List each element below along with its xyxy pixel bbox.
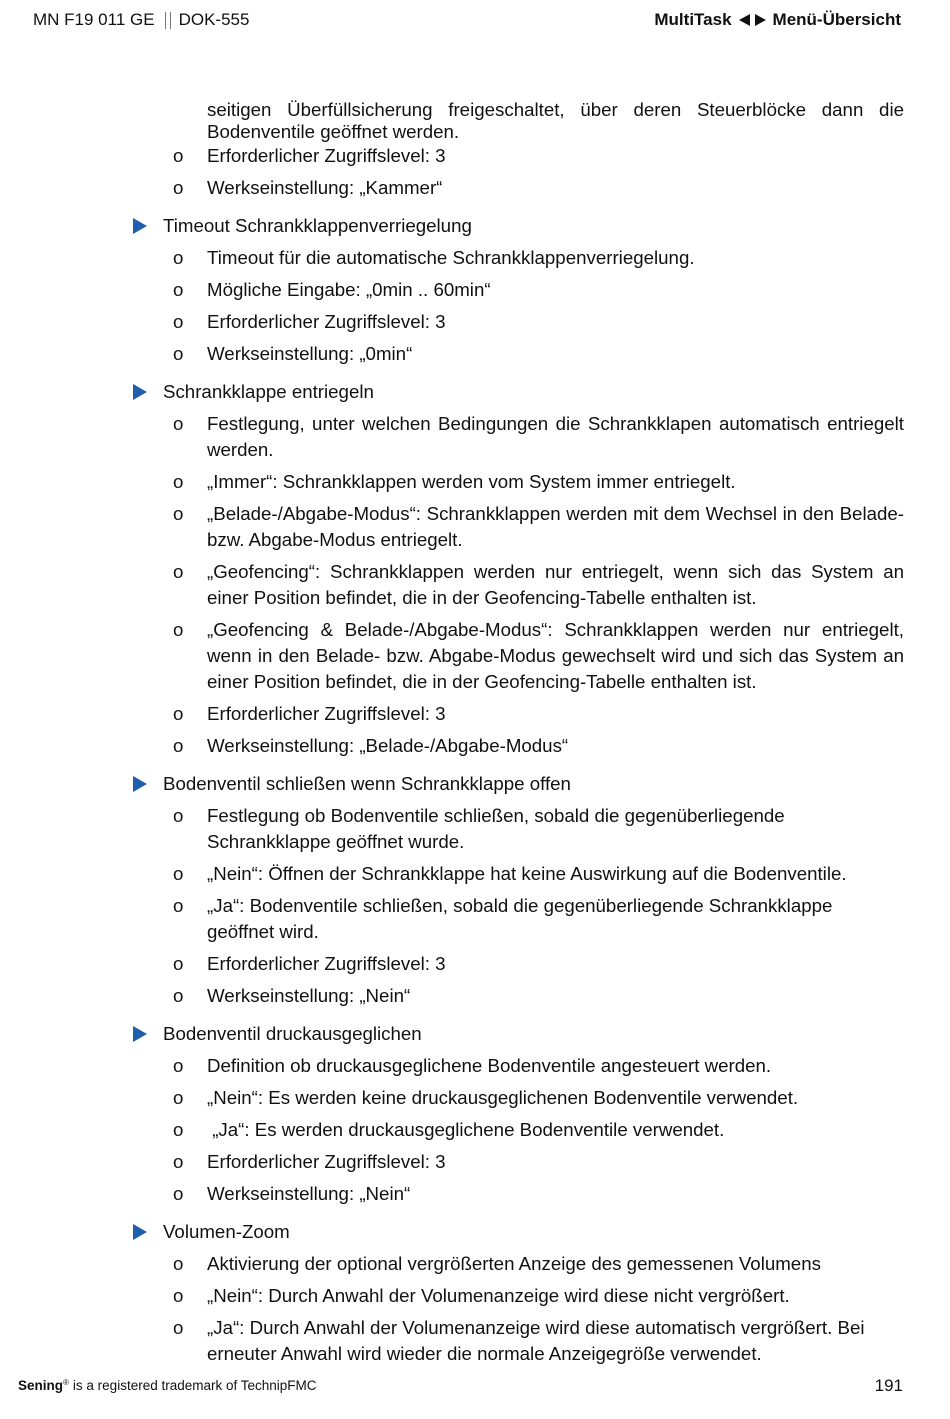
- list-marker: o: [173, 503, 184, 524]
- item-text-line: seitigen Überfüllsicherung freigeschaltet, über deren Steuerblöcke dann die: [207, 99, 904, 120]
- header-separator: [165, 12, 171, 29]
- document-code: MN F19 011 GE: [33, 10, 155, 29]
- item-text-line: Werkseinstellung: „Nein“: [207, 1183, 411, 1204]
- section-name: Menü-Übersicht: [772, 10, 901, 29]
- list-marker: o: [173, 561, 184, 582]
- list-item: [173, 469, 904, 495]
- list-marker: o: [173, 735, 184, 756]
- list-item: [173, 277, 904, 303]
- list-item: [173, 893, 904, 945]
- item-text-line: „Nein“: Durch Anwahl der Volumenanzeige wird diese nicht vergrößert.: [207, 1285, 790, 1306]
- item-text-line: Erforderlicher Zugriffslevel: 3: [207, 1151, 446, 1172]
- list-item: [173, 411, 904, 463]
- section-title: Bodenventil schließen wenn Schrankklappe offen: [163, 773, 571, 794]
- item-text-line: Erforderlicher Zugriffslevel: 3: [207, 311, 446, 332]
- item-text-line: Werkseinstellung: „Kammer“: [207, 177, 443, 198]
- list-item: [173, 733, 904, 759]
- list-item: [173, 501, 904, 553]
- item-text-line: Festlegung ob Bodenventile schließen, sobald die gegenüberliegende: [207, 805, 785, 826]
- section-valve-close: [0, 771, 950, 1009]
- section-pressure-balanced: [0, 1021, 950, 1207]
- list-item: [173, 701, 904, 727]
- list-item: [173, 983, 904, 1009]
- list-marker: o: [173, 895, 184, 916]
- item-text-line: Erforderlicher Zugriffslevel: 3: [207, 703, 446, 724]
- item-text-line: bzw. Abgabe-Modus entriegelt.: [207, 529, 463, 550]
- section-title: Bodenventil druckausgeglichen: [163, 1023, 422, 1044]
- section-continued: [0, 99, 950, 201]
- triangle-bullet-icon: [133, 1224, 147, 1240]
- list-marker: o: [173, 1285, 184, 1306]
- section-heading: [163, 1021, 950, 1047]
- list-marker: o: [173, 619, 184, 640]
- list-marker: o: [173, 863, 184, 884]
- list-marker: o: [173, 1119, 184, 1140]
- item-text-line: „Nein“: Es werden keine druckausgeglichenen Bodenventile verwendet.: [207, 1087, 799, 1108]
- list-marker: o: [173, 985, 184, 1006]
- list-marker: o: [173, 343, 184, 364]
- item-text-line: „Belade-/Abgabe-Modus“: Schrankklappen werden mit dem Wechsel in den Belade-: [207, 503, 904, 524]
- list-marker: o: [173, 1183, 184, 1204]
- item-text-line: Bodenventile geöffnet werden.: [207, 121, 460, 142]
- list-item: [173, 1085, 904, 1111]
- list-item: [173, 175, 904, 201]
- list-item: [173, 1315, 904, 1367]
- triangle-bullet-icon: [133, 1026, 147, 1042]
- list-marker: o: [173, 703, 184, 724]
- list-item: [173, 1149, 904, 1175]
- item-text-line: Erforderlicher Zugriffslevel: 3: [207, 953, 446, 974]
- footer-trademark: [18, 1376, 317, 1396]
- triangle-bullet-icon: [133, 776, 147, 792]
- page-number: 191: [874, 1376, 903, 1395]
- header-left: [33, 10, 249, 30]
- item-text-line: wenn in den Belade- bzw. Abgabe-Modus gewechselt wird und sich das System an: [207, 645, 904, 666]
- item-text-line: einer Position befindet, die in der Geofencing-Tabelle enthalten ist.: [207, 671, 757, 692]
- list-marker: o: [173, 953, 184, 974]
- list-marker: o: [173, 1253, 184, 1274]
- section-title: Schrankklappe entriegeln: [163, 381, 374, 402]
- list-marker: o: [173, 1087, 184, 1108]
- item-text-line: Festlegung, unter welchen Bedingungen die Schrankklapen automatisch entriegelt: [207, 413, 904, 434]
- list-item: [173, 1251, 904, 1277]
- item-text-line: Aktivierung der optional vergrößerten Anzeige des gemessenen Volumens: [207, 1253, 821, 1274]
- list-item: [173, 1283, 904, 1309]
- item-text-line: Definition ob druckausgeglichene Bodenventile angesteuert werden.: [207, 1055, 772, 1076]
- list-marker: o: [173, 247, 184, 268]
- section-heading: [163, 379, 950, 405]
- item-text-line: „Geofencing & Belade-/Abgabe-Modus“: Schrankklappen werden nur entriegelt,: [207, 619, 904, 640]
- list-item: [173, 245, 904, 271]
- item-text-line: „Geofencing“: Schrankklappen werden nur entriegelt, wenn sich das System an: [207, 561, 904, 582]
- registered-mark: ®: [63, 1378, 69, 1387]
- triangle-right-icon: [755, 14, 766, 26]
- item-text-line: „Ja“: Durch Anwahl der Volumenanzeige wird diese automatisch vergrößert. Bei: [207, 1317, 865, 1338]
- page-content: [0, 99, 950, 1373]
- list-item: [173, 559, 904, 611]
- list-item: [173, 617, 904, 695]
- list-item: [173, 309, 904, 335]
- list-marker: o: [173, 471, 184, 492]
- list-marker: o: [173, 1055, 184, 1076]
- list-marker: o: [173, 311, 184, 332]
- item-text-line: einer Position befindet, die in der Geofencing-Tabelle enthalten ist.: [207, 587, 757, 608]
- item-text-line: geöffnet wird.: [207, 921, 319, 942]
- list-item: [173, 951, 904, 977]
- list-marker: o: [173, 1151, 184, 1172]
- item-text-line: „Immer“: Schrankklappen werden vom System immer entriegelt.: [207, 471, 736, 492]
- list-item: [173, 1117, 904, 1143]
- item-text-line: erneuter Anwahl wird wieder die normale Anzeigegröße verwendet.: [207, 1343, 762, 1364]
- brand-name: Sening: [18, 1378, 64, 1393]
- section-heading: [163, 1219, 950, 1245]
- list-item: [173, 1053, 904, 1079]
- trademark-text: is a registered trademark of TechnipFMC: [72, 1378, 317, 1393]
- product-name: MultiTask: [654, 10, 732, 29]
- continued-paragraph: [207, 99, 904, 143]
- item-text-line: Mögliche Eingabe: „0min .. 60min“: [207, 279, 491, 300]
- section-unlock: [0, 379, 950, 759]
- item-text-line: „Ja“: Es werden druckausgeglichene Bodenventile verwendet.: [207, 1119, 725, 1140]
- header-right: [654, 10, 901, 30]
- section-title: Volumen-Zoom: [163, 1221, 290, 1242]
- list-item: [173, 803, 904, 855]
- item-text-line: „Nein“: Öffnen der Schrankklappe hat keine Auswirkung auf die Bodenventile.: [207, 863, 847, 884]
- list-marker: o: [173, 413, 184, 434]
- item-text-line: werden.: [207, 439, 274, 460]
- triangle-bullet-icon: [133, 218, 147, 234]
- item-text-line: Erforderlicher Zugriffslevel: 3: [207, 145, 446, 166]
- item-text-line: „Ja“: Bodenventile schließen, sobald die gegenüberliegende Schrankklappe: [207, 895, 833, 916]
- list-marker: o: [173, 177, 184, 198]
- list-item: [173, 1181, 904, 1207]
- section-heading: [163, 771, 950, 797]
- document-id: DOK-555: [178, 10, 250, 29]
- section-timeout: [0, 213, 950, 367]
- item-text-line: Werkseinstellung: „Nein“: [207, 985, 411, 1006]
- list-item: [173, 341, 904, 367]
- section-volume-zoom: [0, 1219, 950, 1367]
- item-text-line: Werkseinstellung: „Belade-/Abgabe-Modus“: [207, 735, 569, 756]
- list-marker: o: [173, 1317, 184, 1338]
- list-marker: o: [173, 805, 184, 826]
- triangle-bullet-icon: [133, 384, 147, 400]
- item-text-line: Werkseinstellung: „0min“: [207, 343, 413, 364]
- list-marker: o: [173, 145, 184, 166]
- list-item: [173, 861, 904, 887]
- item-text-line: Timeout für die automatische Schrankklappenverriegelung.: [207, 247, 695, 268]
- section-title: Timeout Schrankklappenverriegelung: [163, 215, 472, 236]
- list-marker: o: [173, 279, 184, 300]
- item-text-line: Schrankklappe geöffnet wurde.: [207, 831, 465, 852]
- section-heading: [163, 213, 950, 239]
- triangle-left-icon: [739, 14, 750, 26]
- list-item: [173, 143, 904, 169]
